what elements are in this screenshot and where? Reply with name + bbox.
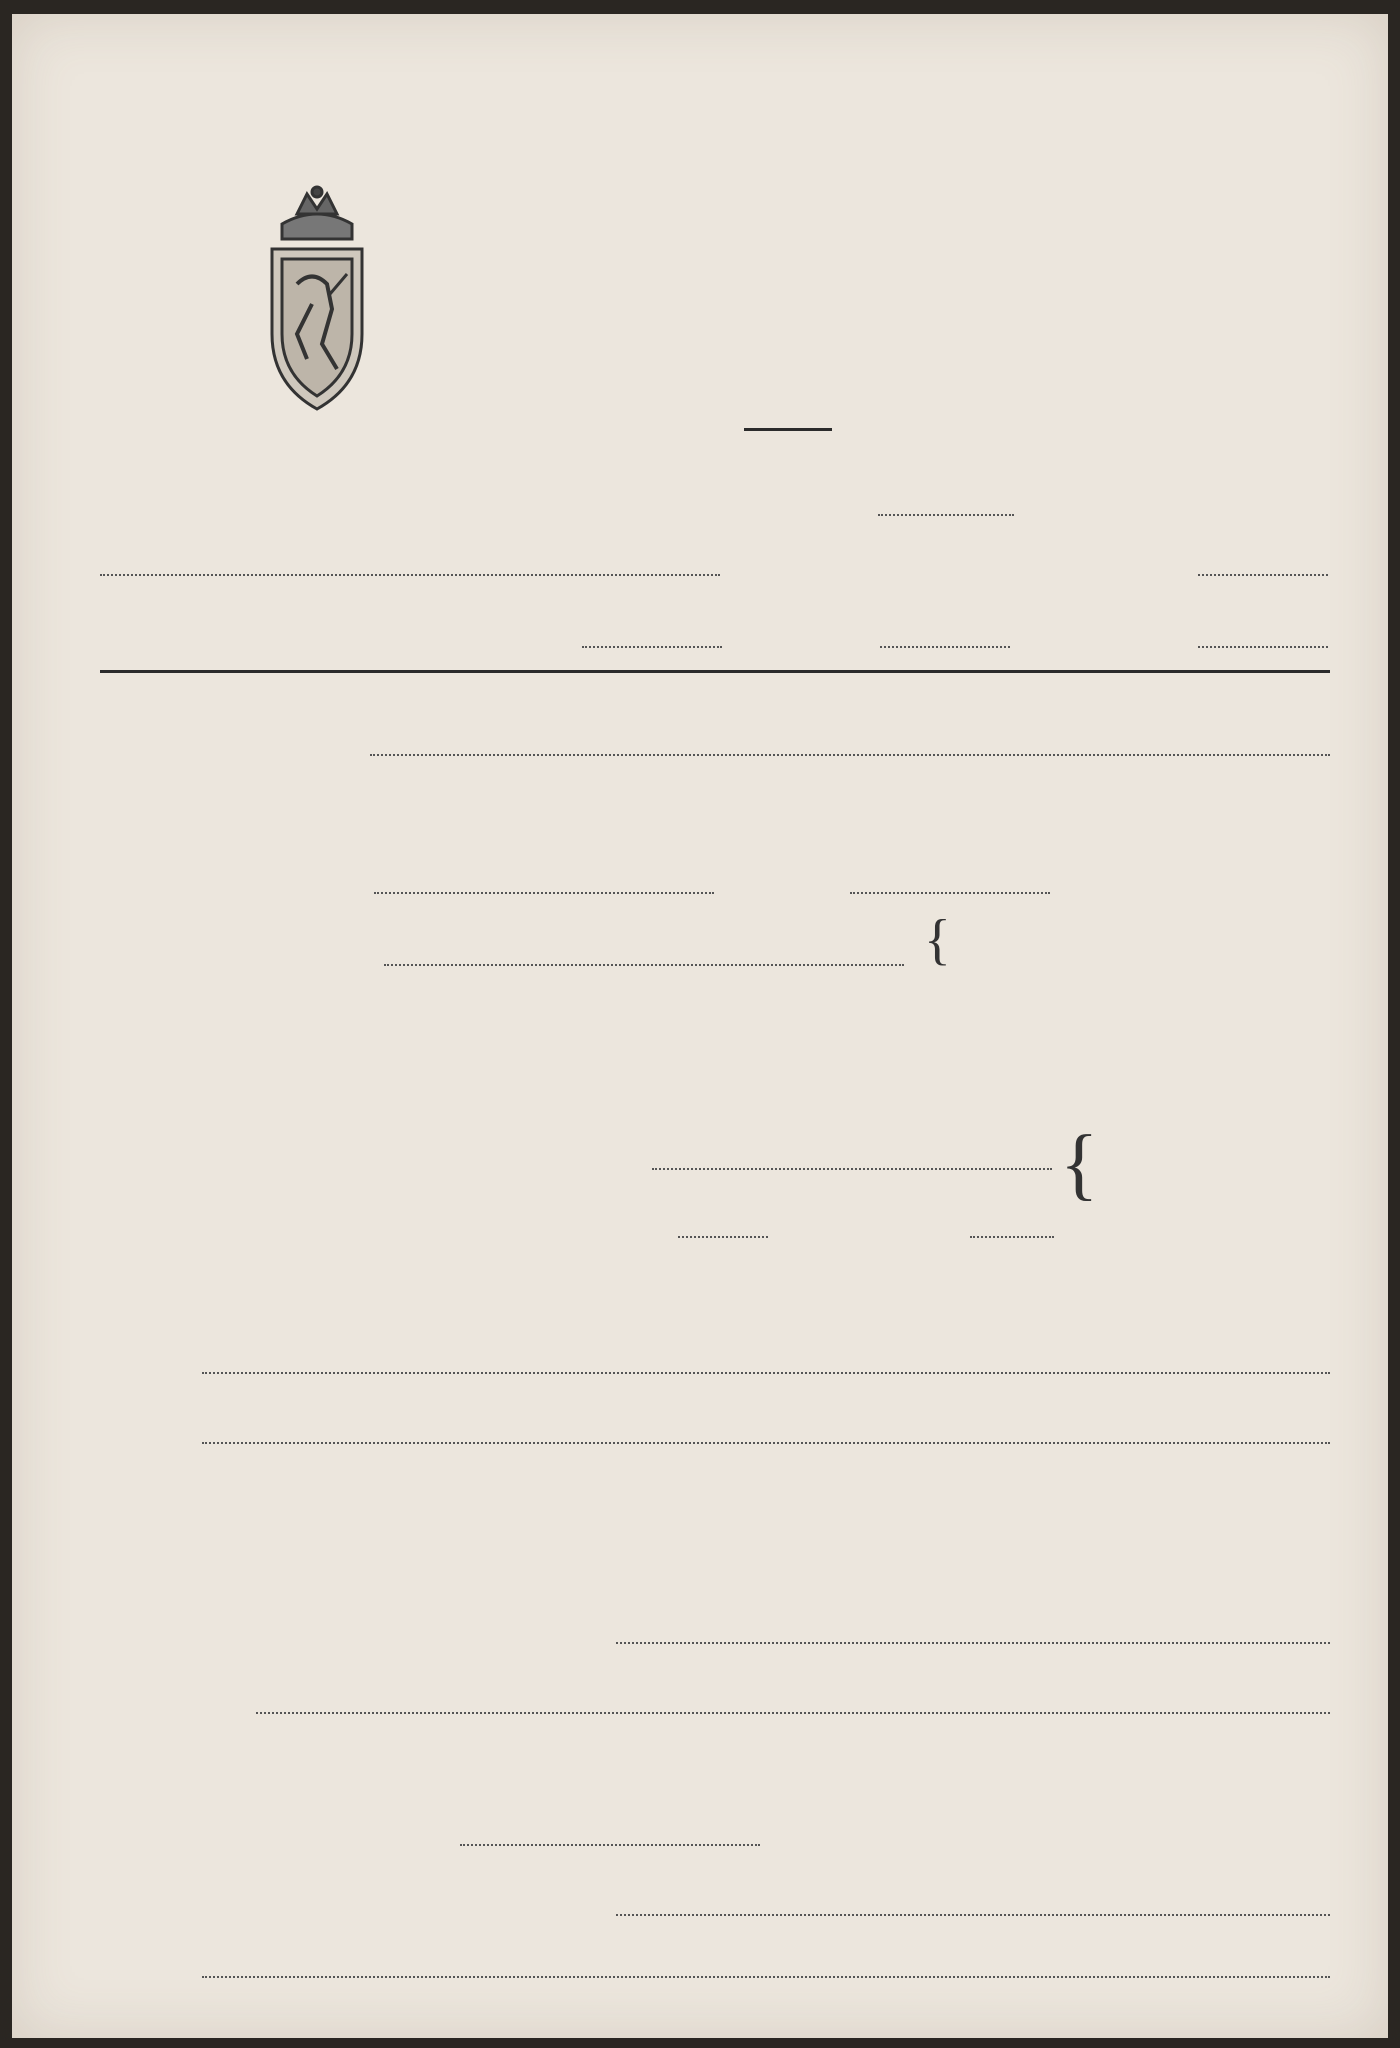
- norwegian-coat-of-arms-icon: [252, 184, 382, 414]
- q8-line2: [202, 1976, 1330, 1978]
- q3-year-line: [850, 892, 1050, 894]
- q5b-children-line: [678, 1236, 768, 1238]
- bruks-line: [1198, 646, 1328, 648]
- q3-day-line: [374, 892, 714, 894]
- tellingskrets-line: [1198, 574, 1328, 576]
- gards-line: [880, 646, 1010, 648]
- q6-line1: [202, 1372, 1330, 1374]
- hus-line: [582, 646, 722, 648]
- title-divider: [744, 428, 832, 431]
- q5b-note-brace: {: [1060, 1120, 1099, 1208]
- q7a-line2: [256, 1712, 1330, 1714]
- header-divider: [100, 670, 1330, 673]
- q5b-alive-line: [970, 1236, 1054, 1238]
- q8-line: [616, 1914, 1330, 1916]
- q4-line: [384, 964, 904, 966]
- q6-line2: [202, 1442, 1330, 1444]
- q5b-married-line: [652, 1168, 1052, 1170]
- herred-line: [100, 574, 720, 576]
- q1-line: [370, 754, 1330, 756]
- q4-note-brace: {: [924, 909, 951, 971]
- q7b-line: [460, 1844, 760, 1846]
- personseddel-line: [878, 514, 1014, 516]
- census-form-page: [12, 14, 1388, 2038]
- q7a-line: [616, 1642, 1330, 1644]
